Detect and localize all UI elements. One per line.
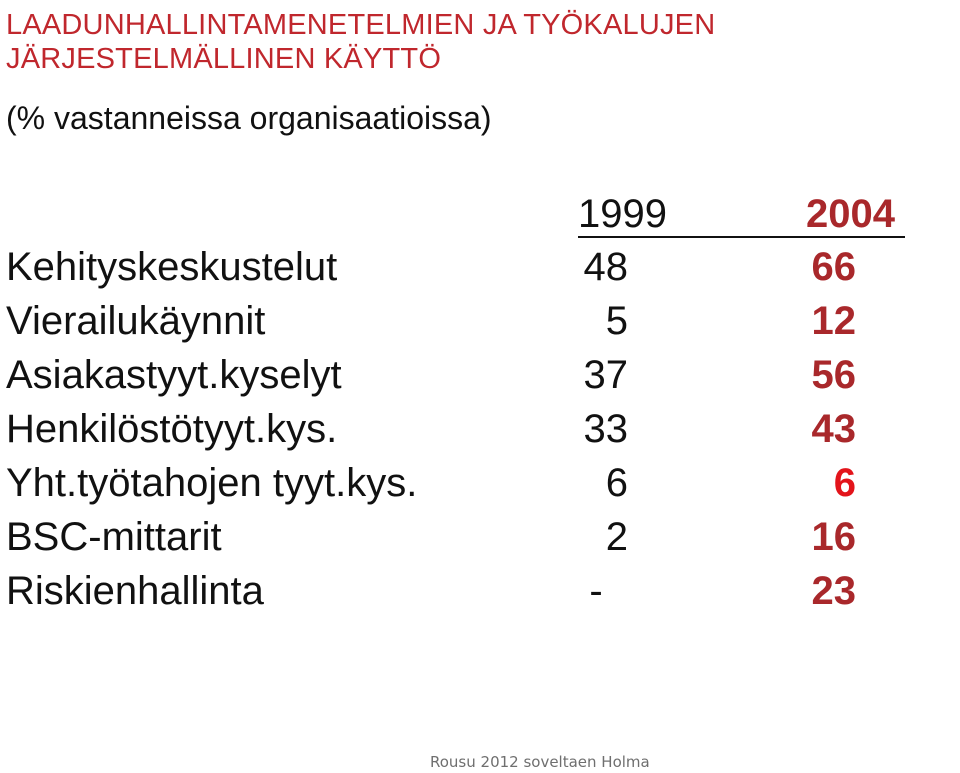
table-row	[0, 456, 960, 510]
table-row	[0, 240, 960, 294]
row-label: Vierailukäynnit	[6, 299, 266, 343]
table-row	[0, 294, 960, 348]
row-label: Asiakastyyt.kyselyt	[6, 353, 342, 397]
value-2004: 56	[811, 353, 856, 397]
row-label: Riskienhallinta	[6, 569, 264, 613]
value-1999: -	[589, 569, 603, 613]
source-footer: Rousu 2012 soveltaen Holma	[430, 753, 650, 771]
page-title-line-2: JÄRJESTELMÄLLINEN KÄYTTÖ	[6, 43, 442, 75]
page-title-line-1: LAADUNHALLINTAMENETELMIEN JA TYÖKALUJEN	[6, 9, 716, 41]
column-header-2004: 2004	[806, 192, 895, 236]
value-1999: 37	[583, 353, 628, 397]
header-underline	[578, 236, 905, 238]
data-table	[0, 240, 960, 618]
page-subtitle: (% vastanneissa organisaatioissa)	[6, 100, 492, 136]
value-1999: 6	[605, 461, 628, 505]
value-1999: 48	[583, 245, 628, 289]
table-row	[0, 564, 960, 618]
page-title	[6, 8, 715, 76]
value-2004: 6	[833, 461, 856, 505]
row-label: Kehityskeskustelut	[6, 245, 338, 289]
row-label: Henkilöstötyyt.kys.	[6, 407, 338, 451]
value-1999: 2	[605, 515, 628, 559]
row-label: Yht.työtahojen tyyt.kys.	[6, 461, 418, 505]
value-2004: 16	[811, 515, 856, 559]
row-label: BSC-mittarit	[6, 515, 222, 559]
table-row	[0, 402, 960, 456]
value-2004: 43	[811, 407, 856, 451]
value-1999: 5	[605, 299, 628, 343]
value-2004: 23	[811, 569, 856, 613]
table-row	[0, 510, 960, 564]
table-row	[0, 348, 960, 402]
value-2004: 12	[811, 299, 856, 343]
value-1999: 33	[583, 407, 628, 451]
value-2004: 66	[811, 245, 856, 289]
column-header-1999: 1999	[578, 192, 667, 236]
